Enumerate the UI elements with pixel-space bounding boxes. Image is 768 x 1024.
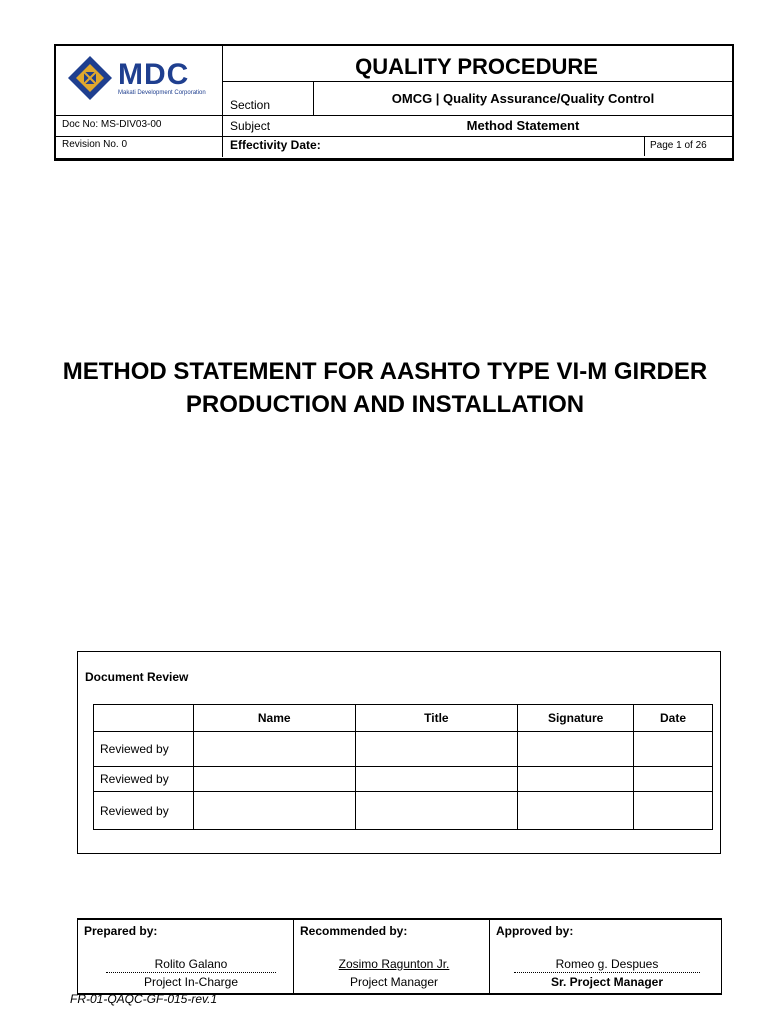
header-divider <box>644 136 645 156</box>
effectivity-label: Effectivity Date: <box>230 138 321 152</box>
subject-label: Subject <box>230 119 271 133</box>
review-title-cell[interactable] <box>355 792 518 830</box>
document-review-box <box>77 651 721 854</box>
review-signature-cell[interactable] <box>518 732 634 767</box>
review-name-cell[interactable] <box>193 792 355 830</box>
review-header-blank <box>94 705 194 732</box>
signature-line <box>106 972 276 973</box>
header-divider <box>54 115 732 116</box>
header-title: QUALITY PROCEDURE <box>355 54 598 79</box>
review-name-cell[interactable] <box>193 767 355 792</box>
review-date-cell[interactable] <box>634 792 713 830</box>
header-divider <box>54 136 732 137</box>
review-header-date: Date <box>634 705 713 732</box>
header-divider <box>222 44 223 157</box>
table-row <box>94 792 713 830</box>
review-date-cell[interactable] <box>634 732 713 767</box>
review-title-cell[interactable] <box>355 732 518 767</box>
doc-number: Doc No: MS-DIV03-00 <box>62 119 162 130</box>
prepared-by-label: Prepared by: <box>84 924 158 938</box>
document-title-line-1: METHOD STATEMENT FOR AASHTO TYPE VI-M GIRDER <box>62 358 708 385</box>
logo-subtitle: Makati Development Corporation <box>118 90 206 96</box>
mdc-logo <box>66 52 216 104</box>
signature-line <box>514 972 700 973</box>
review-table <box>93 704 713 830</box>
document-review-label: Document Review <box>85 670 189 684</box>
prepared-by-title: Project In-Charge <box>143 975 239 989</box>
signoff-box <box>77 918 722 995</box>
document-header <box>54 44 735 159</box>
document-title <box>40 355 730 421</box>
form-code-footer: FR-01-QAQC-GF-015-rev.1 <box>70 992 218 1006</box>
revision-number: Revision No. 0 <box>62 139 128 150</box>
approved-by-name: Romeo g. Despues <box>555 957 659 971</box>
table-row <box>94 767 713 792</box>
page-indicator: Page 1 of 26 <box>650 140 707 151</box>
logo-text: MDC <box>118 58 190 91</box>
review-header-title: Title <box>355 705 518 732</box>
review-row-label: Reviewed by <box>94 767 194 792</box>
recommended-by-label: Recommended by: <box>300 924 408 938</box>
mdc-logo-icon <box>66 54 114 102</box>
recommended-by-title: Project Manager <box>349 975 439 989</box>
review-header-name: Name <box>193 705 355 732</box>
review-date-cell[interactable] <box>634 767 713 792</box>
review-title-cell[interactable] <box>355 767 518 792</box>
review-row-label: Reviewed by <box>94 732 194 767</box>
header-divider <box>222 81 732 82</box>
review-name-cell[interactable] <box>193 732 355 767</box>
section-value: OMCG | Quality Assurance/Quality Control <box>391 91 655 106</box>
review-signature-cell[interactable] <box>518 792 634 830</box>
header-divider <box>313 81 314 115</box>
approved-by-label: Approved by: <box>496 924 574 938</box>
document-title-line-2: PRODUCTION AND INSTALLATION <box>185 391 585 418</box>
approved-by-column <box>490 920 720 993</box>
review-header-signature: Signature <box>518 705 634 732</box>
section-label: Section <box>230 98 271 112</box>
approved-by-title: Sr. Project Manager <box>550 975 664 989</box>
subject-value: Method Statement <box>466 118 580 133</box>
review-signature-cell[interactable] <box>518 767 634 792</box>
review-row-label: Reviewed by <box>94 792 194 830</box>
prepared-by-name: Rolito Galano <box>154 957 228 971</box>
table-row <box>94 732 713 767</box>
recommended-by-column <box>294 920 490 993</box>
review-header-row <box>94 705 713 732</box>
recommended-by-name: Zosimo Ragunton Jr. <box>338 957 450 971</box>
prepared-by-column <box>78 920 294 993</box>
